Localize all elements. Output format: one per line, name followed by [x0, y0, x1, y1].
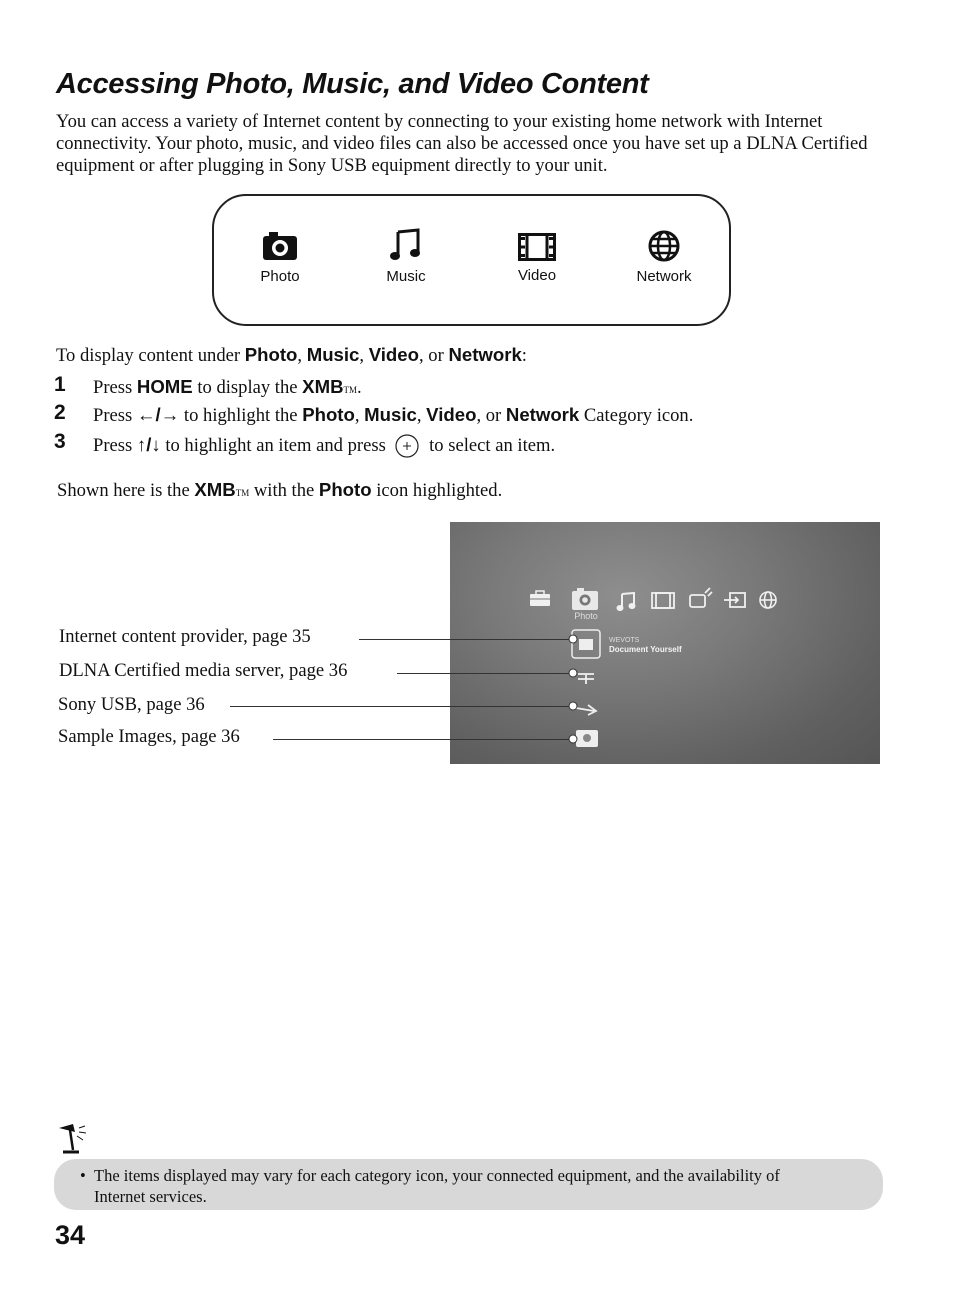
text: , [359, 345, 369, 366]
text: Press [93, 435, 137, 456]
category-video [492, 233, 582, 284]
up-down-arrows-icon: ↑/↓ [136, 434, 161, 455]
category-music [361, 228, 451, 285]
settings-toolbox-icon [530, 591, 550, 606]
keyword-network: Network [448, 344, 522, 365]
keyword-photo: Photo [318, 479, 372, 500]
leader-line [273, 739, 573, 740]
keyword-music: Music [306, 344, 360, 365]
category-label: Music [386, 268, 426, 285]
text: Press [93, 377, 137, 398]
keyword-xmb: XMB [194, 479, 236, 500]
leader-line [397, 673, 573, 674]
callout-sony-usb: Sony USB, page 36 [58, 694, 205, 715]
xmb-screenshot [450, 522, 880, 764]
left-right-arrows-icon: ←/→ [136, 404, 180, 425]
enter-button-icon [394, 433, 422, 459]
text: Shown here is the [57, 480, 195, 501]
keyword-video: Video [368, 344, 419, 365]
leader-line [230, 706, 573, 707]
camera-icon [261, 230, 299, 262]
text: to display the [192, 377, 303, 398]
network-icon [760, 592, 776, 608]
keyword-photo: Photo [244, 344, 298, 365]
keyword-photo: Photo [302, 404, 355, 425]
step-number: 3 [54, 430, 66, 453]
category-label: Photo [260, 268, 300, 285]
film-icon [518, 233, 556, 261]
display-instruction [56, 344, 527, 367]
text: Press [93, 405, 137, 426]
globe-icon [648, 230, 680, 262]
trademark: TM [235, 488, 250, 498]
tip-content: The items displayed may vary for each category icon, your connected equipment, and the availability of Internet services. [94, 1166, 780, 1206]
page-title: Accessing Photo, Music, and Video Content [56, 68, 649, 100]
callout-sample-images: Sample Images, page 36 [58, 726, 240, 747]
text: with the [249, 480, 319, 501]
text: , [416, 405, 427, 426]
leader-endpoints [566, 632, 582, 746]
step-3 [93, 433, 555, 459]
keyword-network: Network [505, 404, 580, 425]
music-note-icon [389, 228, 423, 262]
item-subtitle: Document Yourself [609, 645, 682, 654]
tip-text [80, 1165, 800, 1207]
shown-caption [57, 479, 502, 502]
music-icon [618, 593, 635, 610]
trademark: TM [343, 385, 357, 395]
text: To display content under [56, 345, 245, 366]
category-photo [235, 230, 325, 285]
text: , or [419, 345, 449, 366]
tip-lamp-icon [55, 1122, 95, 1158]
keyword-music: Music [364, 404, 417, 425]
step-2 [93, 404, 693, 427]
intro-paragraph: You can access a variety of Internet content by connecting to your existing home network with Internet connectivity. Your photo, music, and video files can also be accessed once you have set up a DLNA Certified equipment or after plugging in Sony USB equipment directly to your unit. [56, 111, 868, 176]
text: icon highlighted. [371, 480, 503, 501]
tv-icon [690, 588, 712, 607]
text: : [521, 345, 527, 366]
video-icon [652, 593, 674, 608]
xmb-icons [450, 522, 880, 764]
keyword-video: Video [426, 404, 477, 425]
bullet: • [80, 1166, 86, 1185]
step-number: 1 [54, 373, 66, 396]
key-home: HOME [136, 376, 193, 397]
callout-dlna-server: DLNA Certified media server, page 36 [59, 660, 348, 681]
item-title: WEVOTS [609, 637, 640, 644]
input-icon [724, 593, 745, 607]
category-label: Video [517, 267, 557, 284]
text: , [297, 345, 307, 366]
page-number: 34 [55, 1220, 86, 1250]
step-1 [93, 376, 362, 399]
text: to select an item. [424, 435, 556, 456]
text: . [357, 377, 362, 398]
text: to highlight an item and press [160, 435, 391, 456]
category-label: Network [636, 268, 692, 285]
category-network [619, 230, 709, 285]
text: , [354, 405, 365, 426]
text: to highlight the [179, 405, 303, 426]
callout-internet-content: Internet content provider, page 35 [59, 626, 311, 647]
text: , or [476, 405, 506, 426]
selected-category-label: Photo [574, 611, 598, 621]
photo-icon [572, 588, 598, 610]
category-panel [212, 194, 731, 326]
keyword-xmb: XMB [302, 376, 344, 397]
text: Category icon. [579, 405, 694, 426]
leader-line [359, 639, 573, 640]
step-number: 2 [54, 401, 66, 424]
